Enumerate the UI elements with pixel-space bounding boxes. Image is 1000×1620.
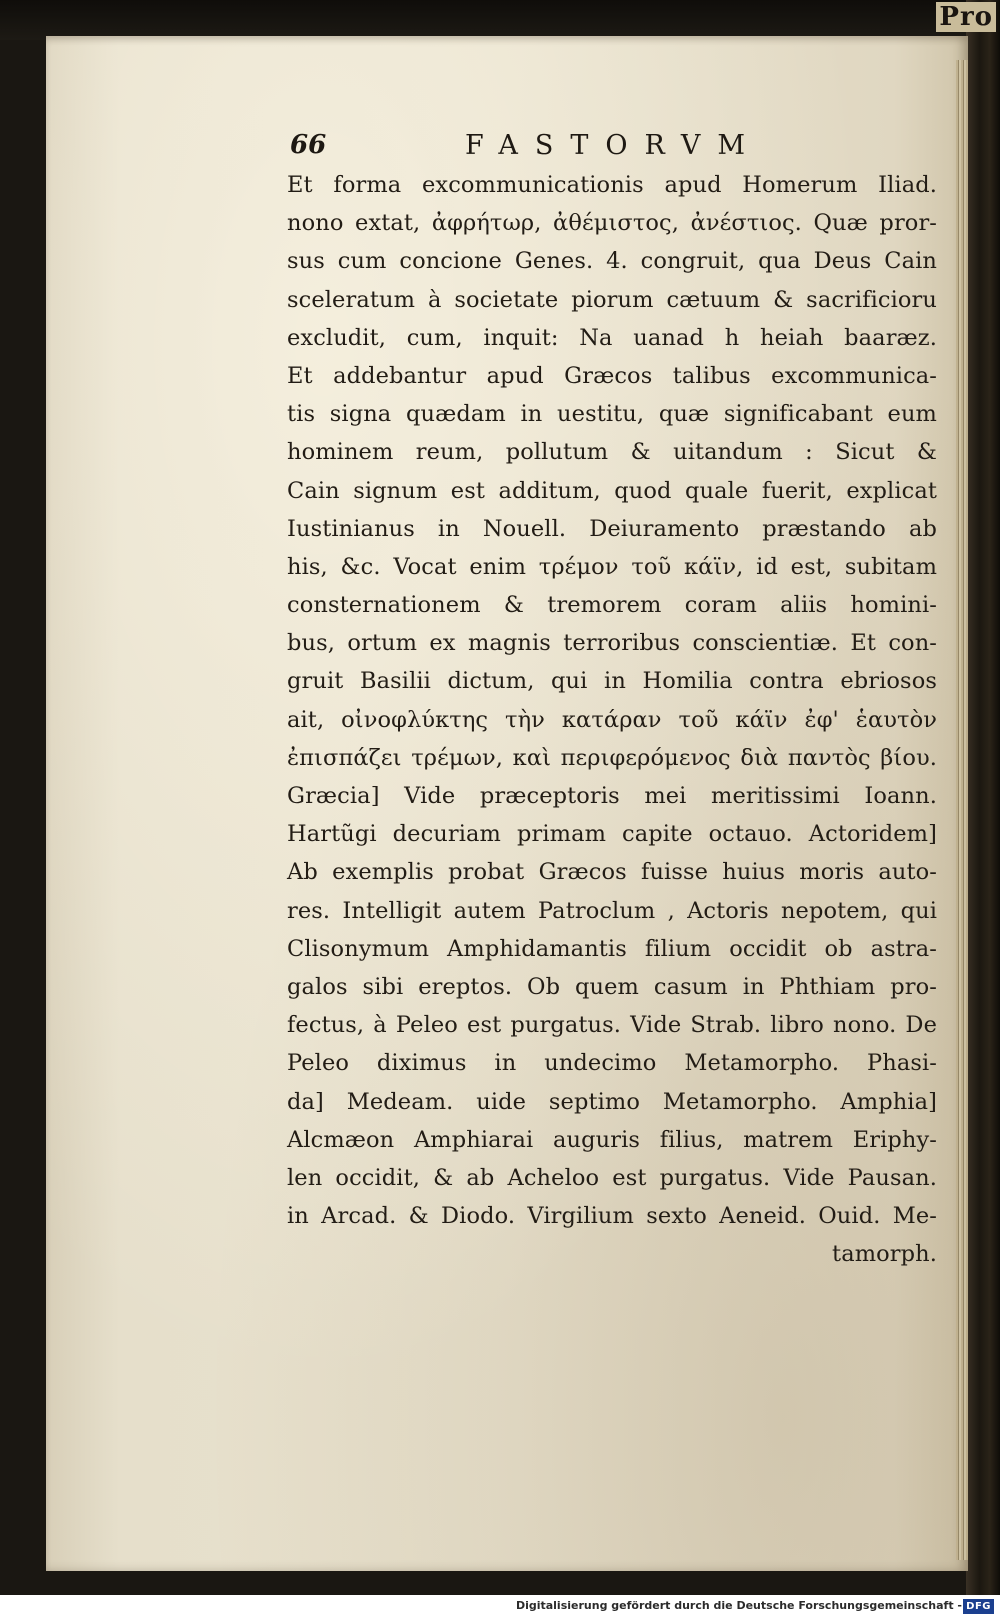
text-line: galos sibi ereptos. Ob quem casum in Phthiam pro- [287,973,937,1000]
text-line: tis signa quædam in uestitu, quæ significabant eum [287,401,937,428]
text-line: Et addebantur apud Græcos talibus excommunica- [287,362,937,389]
text-line: nono extat, ἀφρήτωρ, ἀθέμιστος, ἀνέστιος. Quæ pror- [287,210,937,237]
text-line: ἐπισπάζει τρέμων, καὶ περιφερόμενος διὰ παντὸς βίου. [287,744,937,771]
page-heading: FASTORVM [465,130,763,161]
text-line: da] Medeam. uide septimo Metamorpho. Amphia] [287,1088,937,1115]
text-line: gruit Basilii dictum, qui in Homilia contra ebriosos [287,668,937,695]
text-line: res. Intelligit autem Patroclum , Actoris nepotem, qui [287,897,937,924]
text-line: Clisonymum Amphidamantis filium occidit ob astra- [287,935,937,962]
text-body [287,166,937,1273]
text-line: Iustinianus in Nouell. Deiuramento præstando ab [287,515,937,542]
scan-background-top [0,0,1000,40]
text-line: Hartũgi decuriam primam capite octauo. Actoridem] [287,821,937,848]
text-line: bus, ortum ex magnis terroribus conscientiæ. Et con- [287,630,937,657]
book-spine [939,0,1000,1595]
text-line: Alcmæon Amphiarai auguris filius, matrem Eriphy- [287,1126,937,1153]
text-line: Peleo diximus in undecimo Metamorpho. Phasi- [287,1050,937,1077]
text-line: hominem reum, pollutum & uitandum : Sicut & [287,439,937,466]
text-line: his, &c. Vocat enim τρέμον τοῦ κάϊν, id est, subitam [287,553,937,580]
text-line-last: tamorph. [832,1241,937,1268]
text-line: consternationem & tremorem coram aliis homini- [287,592,937,619]
text-line: Et forma excommunicationis apud Homerum Iliad. [287,172,937,198]
page-number: 66 [290,130,327,160]
text-line: len occidit, & ab Acheloo est purgatus. Vide Pausan. [287,1164,937,1191]
text-line: ait, οἰνοφλύκτης τὴν κατάραν τοῦ κάϊν ἐφ' ἑαυτὸν [287,706,937,733]
funding-credit: Digitalisierung gefördert durch die Deutsche Forschungsgemeinschaft - [515,1599,962,1612]
text-line: excludit, cum, inquit: Na uanad h heiah baaræz. [287,324,937,351]
digitization-footer [0,1595,1000,1620]
text-line: sus cum concione Genes. 4. congruit, qua Deus Cain [287,248,937,275]
text-line: Ab exemplis probat Græcos fuisse huius moris auto- [287,859,937,886]
dfg-logo[interactable]: DFG [963,1599,994,1614]
text-line: sceleratum à societate piorum cætuum & sacrificioru [287,286,937,313]
text-line: Græcia] Vide præceptoris mei meritissimi Ioann. [287,783,937,809]
spine-label: Pro [936,2,996,32]
running-head [290,130,790,164]
text-line: fectus, à Peleo est purgatus. Vide Strab. libro nono. De [287,1012,937,1039]
text-line: Cain signum est additum, quod quale fuerit, explicat [287,477,937,504]
text-line: in Arcad. & Diodo. Virgilium sexto Aeneid. Ouid. Me- [287,1203,937,1230]
page-edge [956,60,968,1560]
